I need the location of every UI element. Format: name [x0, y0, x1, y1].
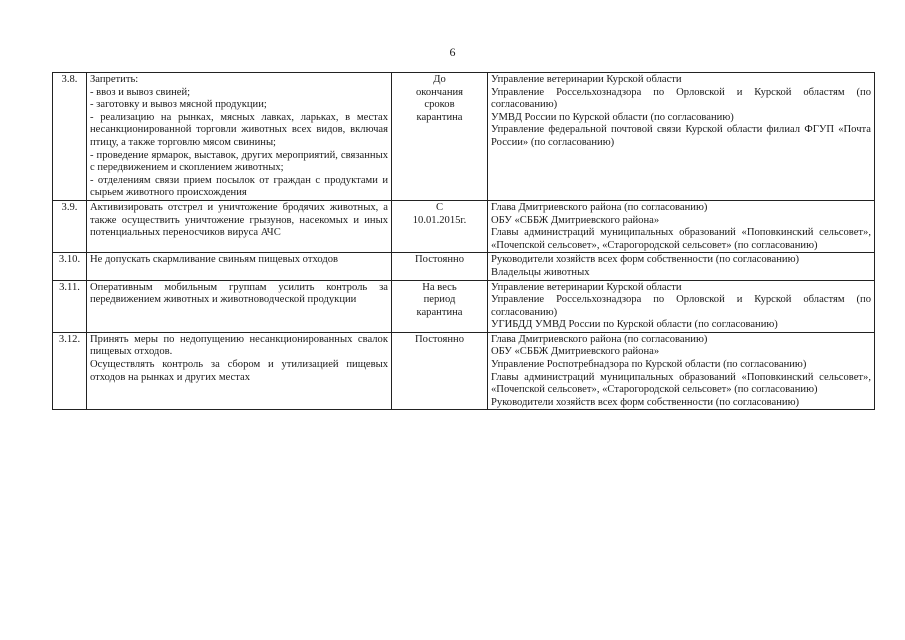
- responsible-cell-line: УГИБДД УМВД России по Курской области (по согласованию): [491, 319, 778, 331]
- term-cell-line: До: [433, 74, 446, 85]
- responsible-cell-line: Руководители хозяйств всех форм собственности (по согласованию): [491, 396, 800, 408]
- measure-cell-line: Активизировать отстрел и уничтожение бродячих животных, а также осуществить уничтожение грызунов, насекомых и иных потенциальных переносчиков вируса АЧС: [90, 201, 388, 239]
- responsible-cell: [488, 200, 875, 252]
- term-cell-line: сроков: [424, 99, 455, 111]
- measure-cell-line: Запретить:: [90, 74, 139, 85]
- measure-cell-line: - отделениям связи прием посылок от граждан с продуктами и сырьем животного происхождения: [90, 174, 388, 199]
- table-row: [53, 280, 875, 332]
- responsible-cell-line: Руководители хозяйств всех форм собственности (по согласованию): [491, 254, 800, 266]
- term-cell: [392, 253, 488, 280]
- item-number: 3.10.: [53, 253, 87, 280]
- responsible-cell-line: Управление федеральной почтовой связи Курской области филиал ФГУП «Почта России» (по согласованию): [491, 124, 871, 148]
- responsible-cell-line: Владельцы животных: [491, 266, 590, 278]
- term-cell: [392, 332, 488, 410]
- measure-cell-line: - реализацию на рынках, мясных лавках, ларьках, в местах несанкционированной торговли животных всех видов, включая птицу, а также торговлю мясом свинины;: [90, 111, 388, 148]
- item-number: 3.11.: [53, 280, 87, 332]
- term-cell: [392, 200, 488, 252]
- responsible-cell-line: ОБУ «СББЖ Дмитриевского района»: [491, 346, 660, 358]
- term-cell-line: карантина: [416, 306, 463, 318]
- measure-cell-line: - проведение ярмарок, выставок, других мероприятий, связанных с передвижением и скоплением животных;: [90, 149, 388, 174]
- responsible-cell: [488, 253, 875, 280]
- term-cell-line: Постоянно: [414, 333, 464, 345]
- responsible-cell-line: Глава Дмитриевского района (по согласованию): [491, 201, 708, 213]
- measure-cell: [87, 332, 392, 410]
- measure-cell: [87, 73, 392, 201]
- item-number: 3.8.: [53, 73, 87, 201]
- measure-cell-line: - ввоз и вывоз свиней;: [90, 86, 191, 98]
- responsible-cell-line: Управление ветеринарии Курской области: [491, 74, 682, 85]
- responsible-cell-line: Управление ветеринарии Курской области: [491, 281, 682, 293]
- term-cell-line: Постоянно: [414, 254, 464, 266]
- term-cell-line: период: [423, 294, 456, 306]
- item-number: 3.12.: [53, 332, 87, 410]
- responsible-cell-line: Главы администраций муниципальных образований «Поповкинский сельсовет», «Почепской сельсовет», «Старогородской сельсовет» (по согласованию): [491, 227, 871, 251]
- term-cell-line: На весь: [422, 281, 457, 293]
- responsible-cell-line: Глава Дмитриевского района (по согласованию): [491, 333, 708, 345]
- responsible-cell-line: Управление Роспотребнадзора по Курской области (по согласованию): [491, 359, 807, 371]
- measure-cell-line: Принять меры по недопущению несанкционированных свалок пищевых отходов.: [90, 333, 388, 358]
- table-row: [53, 200, 875, 252]
- item-number: 3.9.: [53, 200, 87, 252]
- measure-cell-line: Не допускать скармливание свиньям пищевых отходов: [90, 254, 339, 266]
- term-cell: [392, 280, 488, 332]
- measure-cell: [87, 253, 392, 280]
- term-cell-line: С: [435, 201, 444, 213]
- table-row: [53, 73, 875, 201]
- table-row: [53, 332, 875, 410]
- measure-cell: [87, 200, 392, 252]
- responsible-cell-line: Управление Россельхознадзора по Орловской и Курской областям (по согласованию): [491, 86, 871, 111]
- measure-cell-line: - заготовку и вывоз мясной продукции;: [90, 99, 267, 111]
- term-cell-line: 10.01.2015г.: [412, 214, 467, 226]
- responsible-cell: [488, 280, 875, 332]
- term-cell-line: окончания: [415, 86, 464, 98]
- measure-cell-line: Оперативным мобильным группам усилить контроль за передвижением животных и животноводческой продукции: [90, 281, 388, 306]
- measure-cell-line: Осуществлять контроль за сбором и утилизацией пищевых отходов на рынках и других местах: [90, 359, 388, 383]
- measures-table: [52, 72, 875, 410]
- table-row: [53, 253, 875, 280]
- measure-cell: [87, 280, 392, 332]
- term-cell-line: карантина: [416, 111, 463, 123]
- responsible-cell: [488, 73, 875, 201]
- responsible-cell-line: ОБУ «СББЖ Дмитриевского района»: [491, 214, 660, 226]
- responsible-cell-line: Управление Россельхознадзора по Орловской и Курской областям (по согласованию): [491, 294, 871, 318]
- page-number: 6: [449, 45, 456, 59]
- term-cell: [392, 73, 488, 201]
- responsible-cell-line: Главы администраций муниципальных образований «Поповкинский сельсовет», «Почепской сельсовет», «Старогородской сельсовет» (по согласованию): [491, 371, 871, 396]
- responsible-cell-line: УМВД России по Курской области (по согласованию): [491, 111, 734, 123]
- responsible-cell: [488, 332, 875, 410]
